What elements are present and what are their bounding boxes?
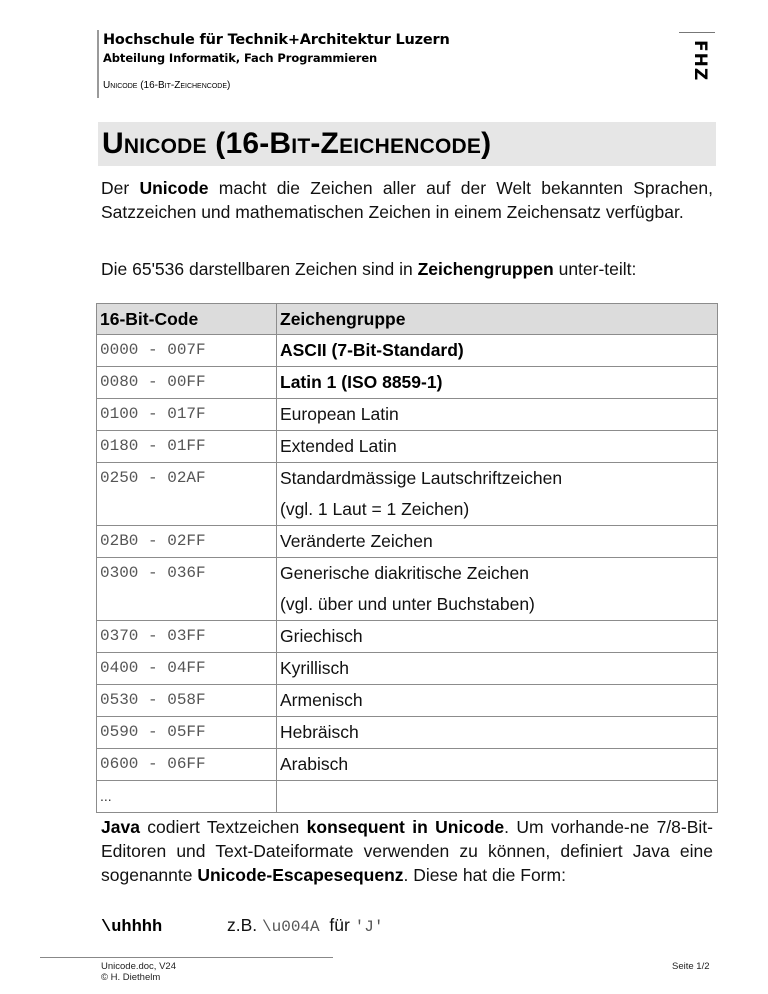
unicode-groups-table xyxy=(96,303,718,813)
table-row xyxy=(97,685,718,717)
running-title: Unicode (16-Bit-Zeichencode) xyxy=(103,80,231,91)
group-name: Armenisch xyxy=(277,685,718,717)
escape-form: \uhhhh xyxy=(101,918,163,937)
java-bold: Java xyxy=(101,817,140,837)
footer-author: © H. Diethelm xyxy=(101,972,161,983)
table-row xyxy=(97,558,718,621)
footer-divider xyxy=(40,957,333,958)
column-header-group: Zeichengruppe xyxy=(277,304,718,335)
group-name: Arabisch xyxy=(277,749,718,781)
example-prefix: z.B. xyxy=(227,915,263,935)
table-row xyxy=(97,621,718,653)
group-name: Extended Latin xyxy=(277,431,718,463)
group-name: ASCII (7-Bit-Standard) xyxy=(277,335,718,367)
code-range: 0400 - 04FF xyxy=(97,653,277,685)
code-range: 0250 - 02AF xyxy=(97,463,277,526)
intro-paragraph xyxy=(101,176,713,224)
group-note: (vgl. 1 Laut = 1 Zeichen) xyxy=(280,499,470,519)
group-name: Hebräisch xyxy=(277,717,718,749)
java-text-2: . Um vorhande-ne 7/8-Bit-Editoren und Text-Dateiformate verwenden zu können, definiert Java eine sogenannte xyxy=(101,817,713,885)
group-name: Griechisch xyxy=(277,621,718,653)
fhz-logo xyxy=(688,40,712,84)
table-row xyxy=(97,749,718,781)
groups-intro-text-rest: unter-teilt: xyxy=(553,259,637,279)
groups-intro-text: Die 65'536 darstellbaren Zeichen sind in xyxy=(101,259,418,279)
groups-intro-paragraph xyxy=(101,257,713,281)
table-row xyxy=(97,431,718,463)
java-text-3: . Diese hat die Form: xyxy=(403,865,566,885)
intro-text: Der xyxy=(101,178,140,198)
group-name: European Latin xyxy=(277,399,718,431)
group-name xyxy=(277,781,718,813)
table-row xyxy=(97,367,718,399)
column-header-code: 16-Bit-Code xyxy=(97,304,277,335)
group-name: Kyrillisch xyxy=(277,653,718,685)
java-paragraph xyxy=(101,815,713,887)
page-number: Seite 1/2 xyxy=(672,961,710,972)
table-row xyxy=(97,526,718,558)
footer-left xyxy=(101,961,176,983)
document-header xyxy=(97,30,450,98)
java-bold-escape: Unicode-Escapesequenz xyxy=(197,865,404,885)
code-range: 0600 - 06FF xyxy=(97,749,277,781)
code-range: 0530 - 058F xyxy=(97,685,277,717)
page-title: Unicode (16-Bit-Zeichencode) xyxy=(102,127,492,160)
java-text: codiert Textzeichen xyxy=(139,817,307,837)
code-range: 02B0 - 02FF xyxy=(97,526,277,558)
intro-bold: Unicode xyxy=(139,178,209,198)
table-row xyxy=(97,335,718,367)
groups-intro-bold: Zeichengruppen xyxy=(417,259,554,279)
institution-name: Hochschule für Technik+Architektur Luzern xyxy=(103,32,450,48)
example-code: \u004A xyxy=(262,918,320,936)
table-header-row xyxy=(97,304,718,335)
group-cell xyxy=(277,558,718,621)
for-label: für xyxy=(319,915,355,935)
java-bold-consistent: konsequent in Unicode xyxy=(306,817,505,837)
table-row xyxy=(97,781,718,813)
department-name: Abteilung Informatik, Fach Programmieren xyxy=(103,51,378,65)
code-range: 0000 - 007F xyxy=(97,335,277,367)
group-name: Standardmässige Lautschriftzeichen xyxy=(280,468,563,488)
group-name: Veränderte Zeichen xyxy=(277,526,718,558)
code-range: 0100 - 017F xyxy=(97,399,277,431)
table-row xyxy=(97,463,718,526)
footer-file: Unicode.doc, V24 xyxy=(101,961,176,972)
group-name: Generische diakritische Zeichen xyxy=(280,563,530,583)
code-range: 0590 - 05FF xyxy=(97,717,277,749)
group-name: Latin 1 (ISO 8859-1) xyxy=(277,367,718,399)
logo-divider xyxy=(679,32,715,33)
fhz-logo-text: FHZ xyxy=(690,40,710,82)
table-row xyxy=(97,717,718,749)
code-range: 0180 - 01FF xyxy=(97,431,277,463)
group-cell xyxy=(277,463,718,526)
title-banner xyxy=(98,122,716,166)
code-range: 0300 - 036F xyxy=(97,558,277,621)
example-char: 'J' xyxy=(354,918,384,936)
code-range: 0080 - 00FF xyxy=(97,367,277,399)
intro-text-rest: macht die Zeichen aller auf der Welt bekannten Sprachen, Satzzeichen und mathematischen Zeichen in einem Zeichensatz verfügbar. xyxy=(101,178,714,222)
ellipsis-cell: ... xyxy=(97,781,277,813)
code-range: 0370 - 03FF xyxy=(97,621,277,653)
group-note: (vgl. über und unter Buchstaben) xyxy=(280,594,535,614)
escape-example-line xyxy=(101,913,383,940)
table-row xyxy=(97,399,718,431)
table-row xyxy=(97,653,718,685)
